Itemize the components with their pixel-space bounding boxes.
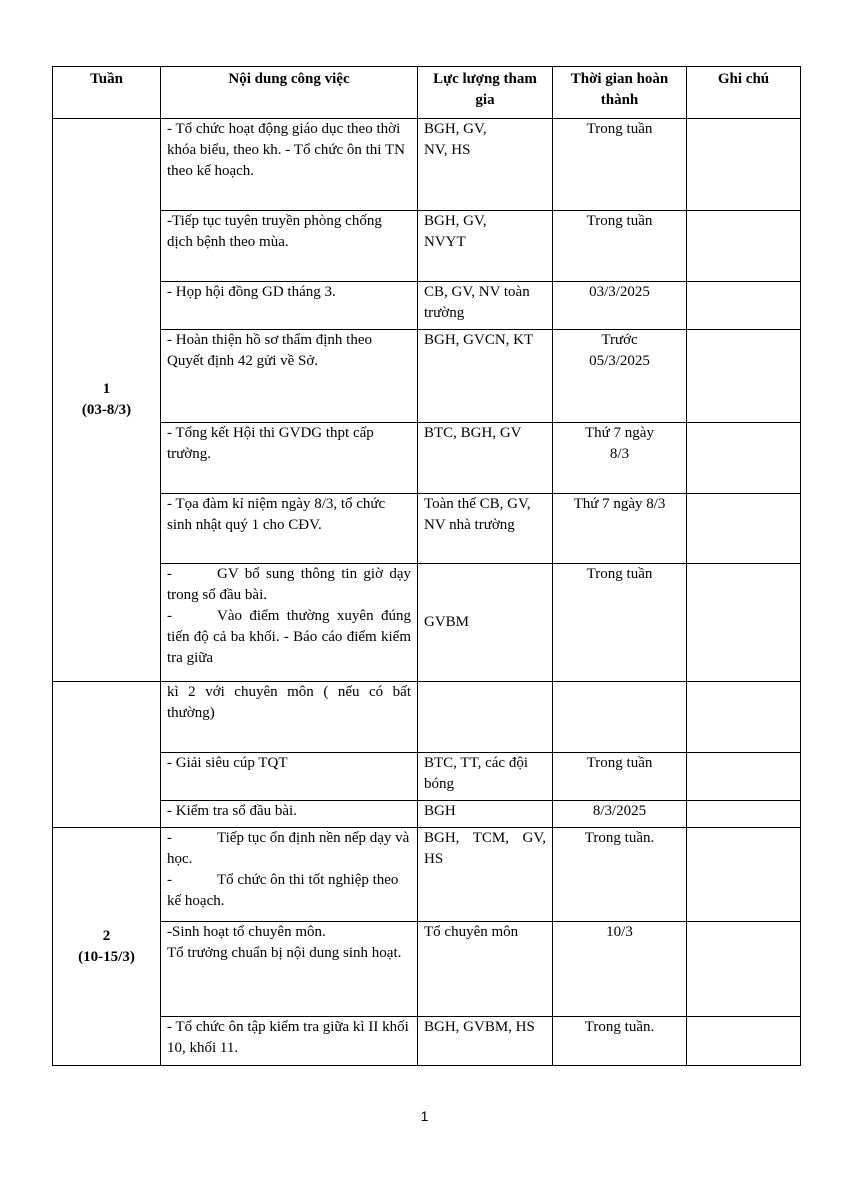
table-row xyxy=(53,801,801,828)
participants-cell: BGH, GVBM, HS xyxy=(418,1017,553,1066)
deadline-cell: Trước 05/3/2025 xyxy=(553,330,687,423)
table-row xyxy=(53,119,801,211)
content-cell xyxy=(161,564,418,682)
participants-cell xyxy=(418,564,553,682)
participants-cell: CB, GV, NV toàn trường xyxy=(418,282,553,330)
bullet-line xyxy=(167,870,411,912)
content-cell: - Tọa đàm kỉ niệm ngày 8/3, tổ chức sinh nhật quý 1 cho CĐV. xyxy=(161,494,418,564)
week-dates: (10-15/3) xyxy=(78,948,135,965)
bullet-text: Vào điểm thường xuyên đúng tiến độ cả ba khối. - Báo cáo điểm kiểm tra giữa xyxy=(167,608,411,666)
week-2-cell xyxy=(53,828,161,1066)
note-cell xyxy=(687,753,801,801)
deadline-cell xyxy=(553,682,687,753)
note-cell xyxy=(687,922,801,1017)
deadline-cell: Thứ 7 ngày 8/3 xyxy=(553,423,687,494)
participants-cell: BGH, GVCN, KT xyxy=(418,330,553,423)
bullet-dash: - xyxy=(167,608,172,624)
note-cell xyxy=(687,330,801,423)
bullet-line xyxy=(167,606,411,669)
table-row xyxy=(53,753,801,801)
content-cell: - Tổ chức hoạt động giáo dục theo thời khóa biểu, theo kh. - Tổ chức ôn thi TN theo kế hoạch. xyxy=(161,119,418,211)
content-cell: - Giải siêu cúp TQT xyxy=(161,753,418,801)
deadline-cell: Trong tuần xyxy=(553,564,687,682)
week-cell-empty xyxy=(53,682,161,828)
content-cell: -Sinh hoạt tổ chuyên môn. Tổ trưởng chuẩn bị nội dung sinh hoạt. xyxy=(161,922,418,1017)
header-note: Ghi chú xyxy=(687,67,801,119)
table-row xyxy=(53,922,801,1017)
deadline-cell: Thứ 7 ngày 8/3 xyxy=(553,494,687,564)
week-number: 1 xyxy=(102,381,111,397)
content-cell: - Tổng kết Hội thi GVDG thpt cấp trường. xyxy=(161,423,418,494)
participants-cell: BGH, GV, NVYT xyxy=(418,211,553,282)
table-row xyxy=(53,564,801,682)
deadline-cell: Trong tuần xyxy=(553,119,687,211)
bullet-text: Tổ chức ôn thi tốt nghiệp theo kế hoạch. xyxy=(167,872,399,909)
note-cell xyxy=(687,211,801,282)
content-cell: kì 2 với chuyên môn ( nếu có bất thường) xyxy=(161,682,418,753)
deadline-cell: 8/3/2025 xyxy=(553,801,687,828)
week-dates: (03-8/3) xyxy=(81,402,132,418)
content-cell: - Tổ chức ôn tập kiểm tra giữa kì II khối 10, khối 11. xyxy=(161,1017,418,1066)
participants-cell: BGH, GV, NV, HS xyxy=(418,119,553,211)
content-cell: - Kiểm tra sổ đầu bài. xyxy=(161,801,418,828)
header-week: Tuần xyxy=(53,67,161,119)
header-participants: Lực lượng tham gia xyxy=(418,67,553,119)
participants-text: GVBM xyxy=(424,614,470,630)
bullet-dash: - xyxy=(167,566,172,582)
table-row xyxy=(53,682,801,753)
work-plan-table xyxy=(52,66,801,1066)
bullet-line xyxy=(167,828,411,870)
participants-cell: BTC, BGH, GV xyxy=(418,423,553,494)
deadline-cell: Trong tuần xyxy=(553,753,687,801)
bullet-dash: - xyxy=(167,872,172,888)
deadline-cell: 10/3 xyxy=(553,922,687,1017)
content-cell xyxy=(161,828,418,922)
bullet-text: Tiếp tục ổn định nền nếp dạy và học. xyxy=(167,830,410,867)
content-cell: - Họp hội đồng GD tháng 3. xyxy=(161,282,418,330)
bullet-line xyxy=(167,564,411,606)
note-cell xyxy=(687,282,801,330)
table-row xyxy=(53,1017,801,1066)
deadline-cell: 03/3/2025 xyxy=(553,282,687,330)
week-1-cell xyxy=(53,119,161,682)
note-cell xyxy=(687,423,801,494)
note-cell xyxy=(687,801,801,828)
table-row xyxy=(53,211,801,282)
content-cell: - Hoàn thiện hồ sơ thẩm định theo Quyết định 42 gửi về Sở. xyxy=(161,330,418,423)
participants-cell: Tổ chuyên môn xyxy=(418,922,553,1017)
note-cell xyxy=(687,828,801,922)
table-row xyxy=(53,330,801,423)
table-row xyxy=(53,282,801,330)
bullet-dash: - xyxy=(167,830,172,846)
note-cell xyxy=(687,682,801,753)
note-cell xyxy=(687,1017,801,1066)
note-cell xyxy=(687,119,801,211)
table-row xyxy=(53,828,801,922)
note-cell xyxy=(687,564,801,682)
week-number: 2 xyxy=(102,927,111,944)
header-content: Nội dung công việc xyxy=(161,67,418,119)
participants-cell: BGH, TCM, GV, HS xyxy=(418,828,553,922)
content-cell: -Tiếp tục tuyên truyền phòng chống dịch bệnh theo mùa. xyxy=(161,211,418,282)
bullet-text: GV bổ sung thông tin giờ dạy trong sổ đầu bài. xyxy=(167,566,411,603)
participants-cell: Toàn thể CB, GV, NV nhà trường xyxy=(418,494,553,564)
table-row xyxy=(53,494,801,564)
note-cell xyxy=(687,494,801,564)
deadline-cell: Trong tuần. xyxy=(553,1017,687,1066)
table-header-row xyxy=(53,67,801,119)
participants-cell xyxy=(418,682,553,753)
deadline-cell: Trong tuần. xyxy=(553,828,687,922)
header-deadline: Thời gian hoàn thành xyxy=(553,67,687,119)
page-number: 1 xyxy=(420,1108,429,1124)
participants-cell: BTC, TT, các đội bóng xyxy=(418,753,553,801)
participants-cell: BGH xyxy=(418,801,553,828)
table-row xyxy=(53,423,801,494)
deadline-cell: Trong tuần xyxy=(553,211,687,282)
